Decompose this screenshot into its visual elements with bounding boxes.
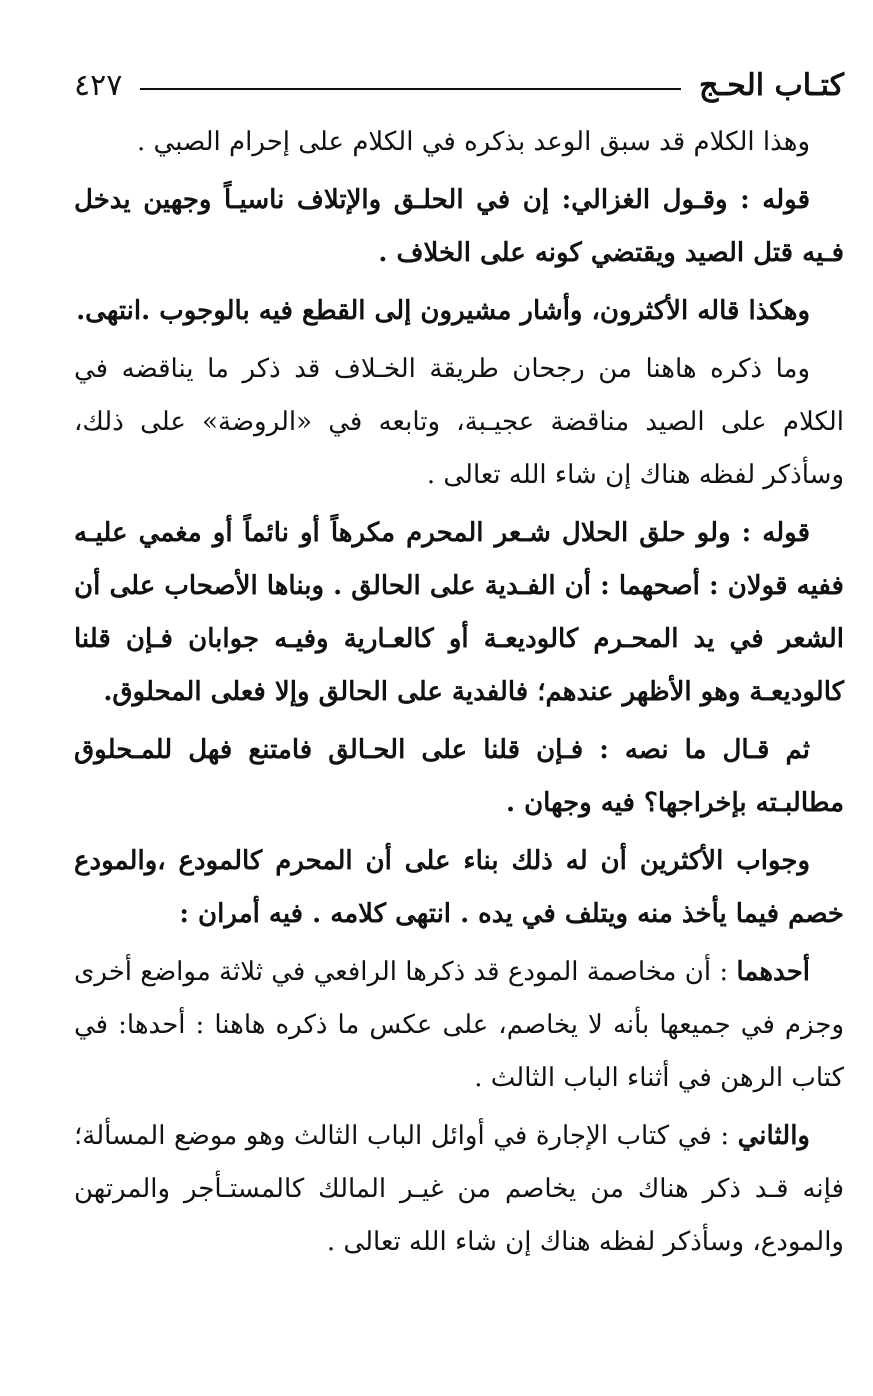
running-header <box>74 60 844 110</box>
paragraph <box>74 116 844 169</box>
paragraph-text: وهذا الكلام قد سبق الوعد بذكره في الكلام على إحرام الصبي . <box>137 127 810 157</box>
header-rule <box>140 88 681 90</box>
paragraph-text: وما ذكره هاهنا من رجحان طريقة الخـلاف قد ذكر ما يناقضه في الكلام على الصيد مناقضة عجيـبة، وتابعه في «الروضة» على ذلك، وسأذكر لفظه هناك إن شاء الله تعالى . <box>74 354 844 490</box>
paragraph-lead: والثاني <box>737 1121 810 1151</box>
paragraph-text: وجواب الأكثرين أن له ذلك بناء على أن المحرم كالمودع ،والمودع خصم فيما يأخذ منه ويتلف في يده . انتهى كلامه . فيه أمران : <box>74 846 844 929</box>
book-title: كتـاب الحـج <box>699 67 844 103</box>
paragraph-text: قوله : ولو حلق الحلال شـعر المحرم مكرهاً أو نائماً أو مغمي عليـه ففيه قولان : أصحهما : أن الفـدية على الحالق . وبناها الأصحاب على أن الشعر في يد المحـرم كالوديعـة أو كالعـارية وفيـه جوابان فـإن قلنا كالوديعـة وهو الأظهر عندهم؛ فالفدية على الحالق وإلا فعلى المحلوق. <box>74 518 844 707</box>
paragraph-text: : في كتاب الإجارة في أوائل الباب الثالث وهو موضع المسألة؛ فإنه قـد ذكر هناك من يخاصم من غيـر المالك كالمستـأجر والمرتهن والمودع، وسأذكر لفظه هناك إن شاء الله تعالى . <box>74 1121 844 1257</box>
paragraph <box>74 285 844 338</box>
paragraph <box>74 174 844 280</box>
paragraph-text: : أن مخاصمة المودع قد ذكرها الرافعي في ثلاثة مواضع أخرى وجزم في جميعها بأنه لا يخاصم، على عكس ما ذكره هاهنا : أحدها: في كتاب الرهن في أثناء الباب الثالث . <box>74 957 844 1093</box>
paragraph <box>74 946 844 1105</box>
paragraph-lead: أحدهما <box>736 957 810 987</box>
paragraph <box>74 1110 844 1269</box>
paragraph <box>74 507 844 719</box>
paragraph <box>74 343 844 502</box>
paragraph-text: قوله : وقـول الغزالي: إن في الحلـق والإتلاف ناسيـاً وجهين يدخل فـيه قتل الصيد ويقتضي كونه على الخلاف . <box>74 185 844 268</box>
paragraph-text: ثم قـال ما نصه : فـإن قلنا على الحـالق فامتنع فهل للمـحلوق مطالبـته بإخراجها؟ فيه وجهان . <box>74 735 844 818</box>
paragraph <box>74 724 844 830</box>
page-number: ٤٢٧ <box>74 67 123 103</box>
paragraph-text: وهكذا قاله الأكثرون، وأشار مشيرون إلى القطع فيه بالوجوب .انتهى. <box>76 296 810 326</box>
book-page <box>74 60 844 1274</box>
paragraph <box>74 835 844 941</box>
page-body <box>74 116 844 1269</box>
